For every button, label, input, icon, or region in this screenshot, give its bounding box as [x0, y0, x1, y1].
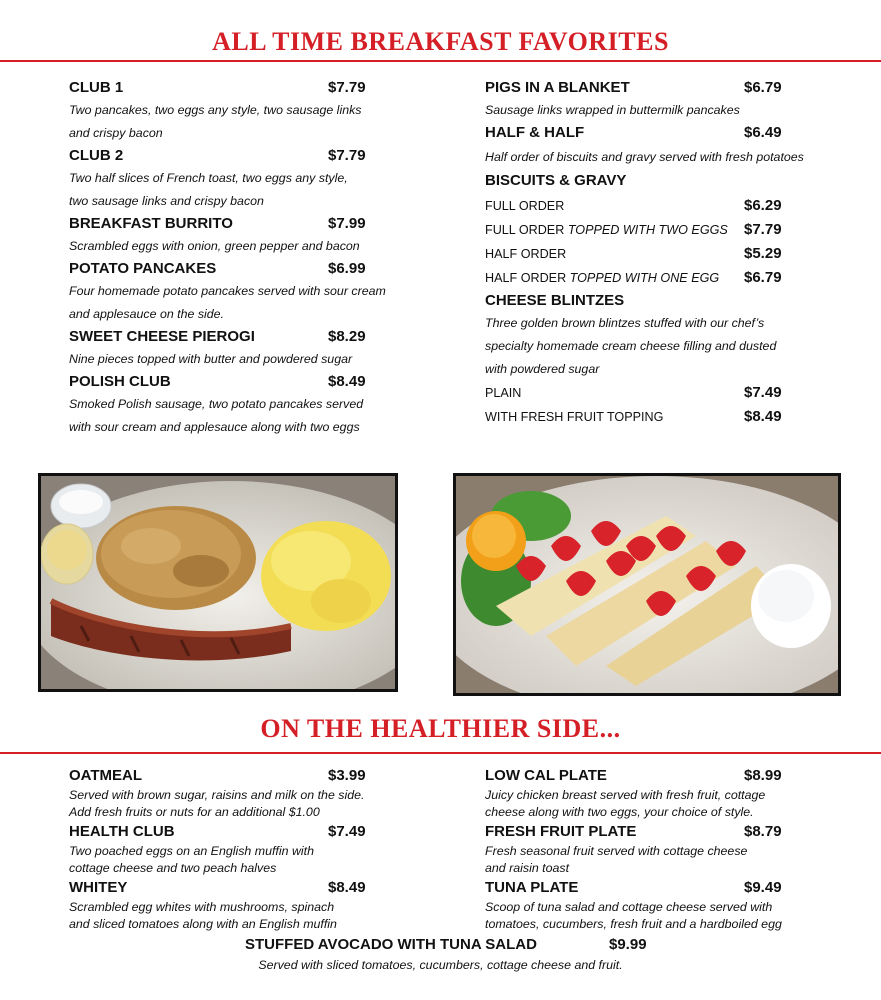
- item-name: CLUB 1: [69, 79, 124, 96]
- item-price: $8.79: [744, 823, 782, 840]
- section-title-breakfast-favorites: ALL TIME BREAKFAST FAVORITES: [212, 27, 669, 56]
- photo-potato-pancakes-sausage: [38, 473, 398, 692]
- item-name: CLUB 2: [69, 147, 124, 164]
- item-description: and raisin toast: [485, 861, 570, 875]
- item-description: Scrambled eggs with onion, green pepper and bacon: [69, 239, 360, 253]
- item-description: and crispy bacon: [69, 126, 163, 140]
- option-extra: TOPPED WITH ONE EGG: [569, 271, 720, 285]
- item-price: $7.79: [328, 147, 366, 164]
- item-description: Half order of biscuits and gravy served with fresh potatoes: [485, 150, 804, 164]
- item-description: with sour cream and applesauce along with two eggs: [69, 420, 360, 434]
- item-name: PIGS IN A BLANKET: [485, 79, 630, 96]
- item-name: WHITEY: [69, 879, 128, 896]
- item-name: STUFFED AVOCADO WITH TUNA SALAD: [245, 936, 537, 953]
- item-description: Served with brown sugar, raisins and milk on the side.: [69, 788, 365, 802]
- option-price: $5.29: [744, 245, 782, 262]
- item-description: with powdered sugar: [485, 362, 600, 376]
- item-description: Three golden brown blintzes stuffed with our chef’s: [485, 316, 765, 330]
- photo-illustration: [41, 476, 395, 689]
- option-row: [485, 242, 845, 266]
- item-price: $6.79: [744, 79, 782, 96]
- item-price: $9.49: [744, 879, 782, 896]
- item-description: Two half slices of French toast, two eggs any style,: [69, 171, 348, 185]
- menu-item-tuna-plate: [485, 877, 845, 933]
- menu-item-health-club: [69, 821, 409, 877]
- menu-item-sweet-cheese-pierogi: [69, 326, 409, 371]
- item-description: Fresh seasonal fruit served with cottage cheese: [485, 844, 748, 858]
- option-price: $6.29: [744, 197, 782, 214]
- option-row: [485, 381, 845, 405]
- photo-illustration: [456, 476, 838, 693]
- favorites-left-column: [69, 77, 409, 439]
- option-row: [485, 266, 845, 290]
- menu-item-polish-club: [69, 371, 409, 439]
- item-name: HALF & HALF: [485, 124, 585, 141]
- option-price: $7.49: [744, 384, 782, 401]
- option-label: FULL ORDER TOPPED WITH TWO EGGS: [485, 223, 728, 237]
- item-price: $7.99: [328, 215, 366, 232]
- item-description: cheese along with two eggs, your choice of style.: [485, 805, 754, 819]
- menu-item-half-and-half: [485, 122, 845, 170]
- item-name: FRESH FRUIT PLATE: [485, 823, 637, 840]
- item-name: LOW CAL PLATE: [485, 767, 607, 784]
- item-price: $3.99: [328, 767, 366, 784]
- item-name: OATMEAL: [69, 767, 143, 784]
- item-price: $6.49: [744, 124, 782, 141]
- photo-cheese-blintzes-strawberries: [453, 473, 841, 696]
- item-price: $7.49: [328, 823, 366, 840]
- option-label: HALF ORDER TOPPED WITH ONE EGG: [485, 271, 720, 285]
- item-description: Nine pieces topped with butter and powdered sugar: [69, 352, 353, 366]
- item-price: $8.49: [328, 879, 366, 896]
- item-price: $7.79: [328, 79, 366, 96]
- menu-item-cheese-blintzes: [485, 290, 845, 429]
- item-name: BREAKFAST BURRITO: [69, 215, 233, 232]
- section-divider: [0, 752, 881, 754]
- option-row: [485, 194, 845, 218]
- menu-item-biscuits-and-gravy: [485, 170, 845, 290]
- option-extra: TOPPED WITH TWO EGGS: [567, 223, 728, 237]
- item-description: Add fresh fruits or nuts for an additional $1.00: [69, 805, 320, 819]
- menu-item-club-1: [69, 77, 409, 145]
- item-name: POLISH CLUB: [69, 373, 171, 390]
- section-title-healthier-side: ON THE HEALTHIER SIDE...: [260, 714, 621, 743]
- item-description: tomatoes, cucumbers, fresh fruit and a hardboiled egg: [485, 917, 782, 931]
- menu-item-oatmeal: [69, 765, 409, 821]
- menu-item-potato-pancakes: [69, 258, 409, 326]
- item-description: cottage cheese and two peach halves: [69, 861, 277, 875]
- option-row: [485, 405, 845, 429]
- item-name: TUNA PLATE: [485, 879, 579, 896]
- item-description: Four homemade potato pancakes served with sour cream: [69, 284, 386, 298]
- menu-item-pigs-in-a-blanket: [485, 77, 845, 122]
- item-description: Two pancakes, two eggs any style, two sausage links: [69, 103, 362, 117]
- healthier-left-column: [69, 765, 409, 933]
- item-description: Sausage links wrapped in buttermilk pancakes: [485, 103, 740, 117]
- item-name: HEALTH CLUB: [69, 823, 175, 840]
- option-price: $6.79: [744, 269, 782, 286]
- option-label: WITH FRESH FRUIT TOPPING: [485, 410, 664, 424]
- item-description: Scrambled egg whites with mushrooms, spinach: [69, 900, 335, 914]
- item-description: and sliced tomatoes along with an English muffin: [69, 917, 337, 931]
- item-description: Served with sliced tomatoes, cucumbers, cottage cheese and fruit.: [258, 958, 623, 972]
- menu-item-fresh-fruit-plate: [485, 821, 845, 877]
- menu-item-breakfast-burrito: [69, 213, 409, 258]
- item-description: two sausage links and crispy bacon: [69, 194, 264, 208]
- item-description: and applesauce on the side.: [69, 307, 225, 321]
- item-price: $9.99: [609, 936, 647, 953]
- item-price: $8.99: [744, 767, 782, 784]
- menu-item-whitey: [69, 877, 409, 933]
- item-description: specialty homemade cream cheese filling and dusted: [485, 339, 777, 353]
- healthier-right-column: [485, 765, 845, 933]
- item-description: Two poached eggs on an English muffin with: [69, 844, 314, 858]
- option-label: FULL ORDER: [485, 199, 565, 213]
- item-name: SWEET CHEESE PIEROGI: [69, 328, 255, 345]
- menu-item-club-2: [69, 145, 409, 213]
- item-name: POTATO PANCAKES: [69, 260, 217, 277]
- option-row: [485, 218, 845, 242]
- item-description: Juicy chicken breast served with fresh fruit, cottage: [485, 788, 766, 802]
- section-divider: [0, 60, 881, 62]
- item-description: Smoked Polish sausage, two potato pancakes served: [69, 397, 364, 411]
- item-description: Scoop of tuna salad and cottage cheese served with: [485, 900, 773, 914]
- option-label: HALF ORDER: [485, 247, 567, 261]
- option-price: $8.49: [744, 408, 782, 425]
- favorites-right-column: [485, 77, 845, 429]
- item-price: $8.49: [328, 373, 366, 390]
- option-label: PLAIN: [485, 386, 522, 400]
- option-price: $7.79: [744, 221, 782, 238]
- item-price: $6.99: [328, 260, 366, 277]
- menu-item-low-cal-plate: [485, 765, 845, 821]
- item-name: BISCUITS & GRAVY: [485, 172, 627, 189]
- item-name: CHEESE BLINTZES: [485, 292, 625, 309]
- item-price: $8.29: [328, 328, 366, 345]
